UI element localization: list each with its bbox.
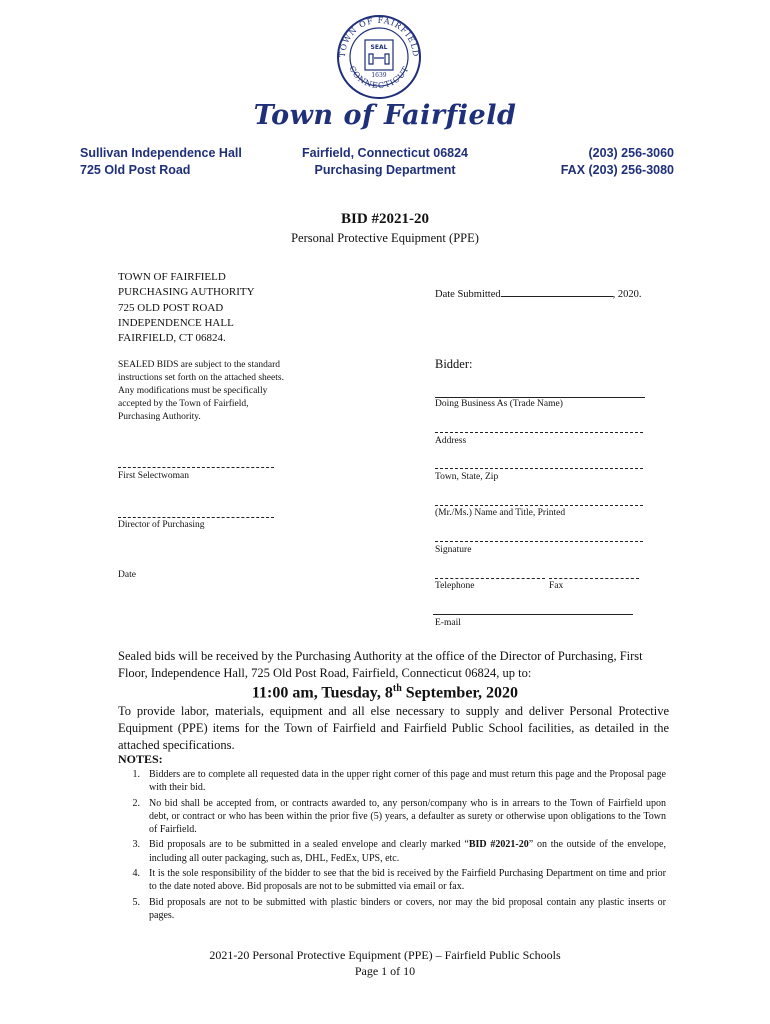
note-text: It is the sole responsibility of the bidder to see that the bid is received by the Fairfield Purchasing Department on time and prior to the date noted above. Bid proposals are not to be submitted via email or fax.	[149, 868, 666, 893]
notes-list	[118, 768, 666, 924]
email-caption: E-mail	[435, 618, 461, 628]
instructions-line: instructions set forth on the attached sheets.	[118, 373, 284, 383]
scope-text: To provide labor, materials, equipment and all else necessary to supply and deliver Personal Protective Equipment (PPE) items for the Town of Fairfield and Fairfield Public School facilities, as detailed in the attached specifications.	[118, 704, 669, 752]
note-item	[118, 768, 666, 795]
bid-subtitle: Personal Protective Equipment (PPE)	[291, 231, 479, 245]
seal-text-top: TOWN OF FAIRFIELD	[337, 15, 421, 58]
town-caption: Town, State, Zip	[435, 472, 499, 482]
note-text-bold: BID #2021-20	[468, 839, 529, 851]
header-fax: FAX (203) 256-3080	[560, 163, 674, 177]
seal-text-bottom: CONNECTICUT	[347, 64, 411, 91]
note-number: 3.	[132, 839, 140, 851]
deadline-after: September, 2020	[401, 684, 519, 702]
deadline-sup: th	[392, 683, 402, 694]
address-caption: Address	[435, 436, 467, 446]
instructions-line: Purchasing Authority.	[118, 412, 201, 422]
header-phone: (203) 256-3060	[588, 146, 674, 160]
authority-line: TOWN OF FAIRFIELD	[118, 271, 226, 283]
dba-field[interactable]	[435, 397, 645, 398]
seal-year: 1639	[371, 72, 387, 79]
instructions	[118, 359, 284, 424]
page-footer	[0, 947, 770, 979]
director-field[interactable]	[118, 517, 274, 518]
intro-line: Sealed bids will be received by the Purchasing Authority at the office of the Director of Purchasing, First	[118, 649, 643, 663]
town-name: Town of Fairfield	[253, 100, 517, 131]
bidder-label: Bidder:	[435, 357, 473, 371]
note-text: No bid shall be accepted from, or contracts awarded to, any person/company who is in arrears to the Town of Fairfield upon debt, or contract or who has been within the prior five (5) years, a defaulter as surety or otherwise upon obligations to the Town of Fairfield.	[149, 797, 666, 836]
page-number: Page 1 of 10	[354, 964, 416, 978]
date-submitted-field[interactable]	[501, 286, 613, 297]
note-text-pre: Bid proposals are to be submitted in a sealed envelope and clearly marked “	[149, 839, 469, 851]
note-number: 5.	[132, 896, 140, 908]
note-text: Bid proposals are not to be submitted with plastic binders or covers, nor may the bid proposal contain any plastic inserts or pages.	[149, 896, 666, 921]
instructions-line: accepted by the Town of Fairfield,	[118, 399, 249, 409]
note-number: 2.	[132, 797, 140, 809]
signature-caption: Signature	[435, 545, 472, 555]
instructions-line: SEALED BIDS are subject to the standard	[118, 360, 280, 370]
note-item	[118, 867, 666, 894]
telephone-field[interactable]	[435, 578, 545, 579]
authority-line: FAIRFIELD, CT 06824.	[118, 332, 226, 345]
intro-line: Floor, Independence Hall, 725 Old Post Road, Fairfield, Connecticut 06824, up to:	[118, 666, 532, 680]
header-left-line2: 725 Old Post Road	[80, 163, 191, 177]
bid-number: BID #2021-20	[341, 211, 429, 227]
instructions-line: Any modifications must be specifically	[118, 386, 268, 396]
date-submitted	[435, 286, 642, 302]
town-seal-icon	[336, 14, 422, 100]
seal-center-text: SEAL	[370, 44, 388, 51]
authority-address	[118, 270, 255, 346]
director-caption: Director of Purchasing	[118, 520, 205, 530]
email-field[interactable]	[433, 614, 633, 615]
footer-title: 2021-20 Personal Protective Equipment (PPE) – Fairfield Public Schools	[209, 948, 561, 962]
first-selectwoman-field[interactable]	[118, 467, 274, 468]
authority-line: PURCHASING AUTHORITY	[118, 286, 255, 299]
header-center-line2: Purchasing Department	[314, 163, 456, 177]
dba-caption: Doing Business As (Trade Name)	[435, 399, 563, 409]
date-submitted-suffix: , 2020.	[612, 289, 642, 300]
note-text-post: ” on the outside of the envelope, including all outer packaging, such as, DHL, FedEx, UPS, etc.	[149, 839, 666, 864]
note-text	[149, 838, 666, 865]
note-item	[118, 797, 666, 837]
authority-line: 725 OLD POST ROAD	[118, 301, 224, 314]
first-selectwoman-caption: First Selectwoman	[118, 471, 189, 481]
fax-caption: Fax	[549, 581, 564, 591]
notes-title: NOTES:	[118, 752, 163, 766]
deadline	[0, 683, 770, 702]
address-field[interactable]	[435, 432, 643, 433]
note-number: 1.	[132, 769, 140, 780]
signature-field[interactable]	[435, 541, 643, 542]
note-item	[118, 896, 666, 923]
header-left-line1: Sullivan Independence Hall	[80, 146, 242, 160]
deadline-before: 11:00 am, Tuesday, 8	[251, 684, 393, 702]
header-center-line1: Fairfield, Connecticut 06824	[301, 146, 469, 160]
name-title-field[interactable]	[435, 505, 643, 506]
intro-text	[118, 648, 678, 682]
note-text: Bidders are to complete all requested data in the upper right corner of this page and must return this page and the Proposal page with their bid.	[149, 769, 666, 794]
town-field[interactable]	[435, 468, 643, 469]
fax-field[interactable]	[549, 578, 639, 579]
authority-line: INDEPENDENCE HALL	[118, 316, 234, 329]
note-item	[118, 838, 666, 865]
telephone-caption: Telephone	[435, 581, 475, 591]
note-number: 4.	[132, 868, 140, 880]
date-caption: Date	[118, 570, 136, 580]
name-title-caption: (Mr./Ms.) Name and Title, Printed	[435, 508, 566, 518]
header-right	[561, 145, 674, 179]
date-submitted-label: Date Submitted	[435, 289, 501, 300]
